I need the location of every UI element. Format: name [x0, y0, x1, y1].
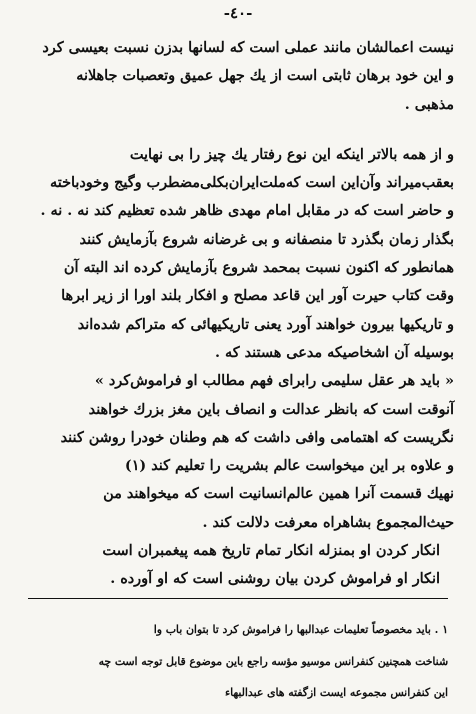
text-line: و این خود برهان ثابتی است از یك جهل عمیق وتعصبات جاهلانه [76, 67, 454, 85]
footnote-line: شناخت همچنین کنفرانس موسیو مؤسه راجع باین موضوع قابل توجه است چه [98, 654, 448, 668]
text-line: بوسیله آن اشخاصیکه مدعی هستند که . [215, 343, 454, 361]
text-line: انکار او فراموش کردن بیان روشنی است که او آورده . [110, 570, 440, 588]
main-text [22, 34, 454, 594]
text-line: و علاوه بر این میخواست عالم بشریت را تعلیم کند (۱) [124, 457, 454, 475]
footnote-divider [28, 598, 448, 599]
text-line: آنوقت است که بانظر عدالت و انصاف باین مغز بزرك خواهند [88, 400, 454, 418]
text-line: و تاریکیها بیرون خواهند آورد یعنی تاریکیهائی که متراکم شده‌اند [77, 315, 454, 333]
text-line: انکار کردن او بمنزله انکار تمام تاریخ همه پیغمبران است [102, 542, 440, 560]
text-line: بگذار زمان بگذرد تا منصفانه و بی غرضانه شروع بآزمایش کنند [79, 230, 454, 248]
paragraph-gap [22, 119, 454, 141]
text-line: و از همه بالاتر اینکه این نوع رفتار يك چیز را بی نهایت [129, 145, 454, 163]
footnote [28, 608, 448, 714]
text-line: حیث‌المجموع بشاهراه معرفت دلالت کند . [202, 513, 454, 531]
text-line: نیست اعمالشان مانند عملی است که لسانها بدزن نسبت بعیسی کرد [42, 39, 454, 56]
footnote-line: ۱ . باید مخصوصاً تعلیمات عبدالبها را فراموش کرد تا بتوان باب وا [153, 622, 448, 636]
quotation-line: « باید هر عقل سلیمی رابرای فهم مطالب او فراموش‌کرد » [94, 372, 454, 390]
text-line: بعقب‌میراند وآن‌این است که‌ملت‌ایران‌بکلی‌مضطرب وگیج وخودباخته [50, 174, 454, 192]
page-number: -٤٠- [223, 4, 253, 22]
text-line: وقت کتاب حیرت آور این قاعد مصلح و افکار بلند اورا از زیر ابرها [61, 287, 454, 305]
text-line: و حاضر است که در مقابل امام مهدی ظاهر شده تعظیم کند نه . نه . [40, 202, 454, 220]
text-line: مذهبی . [404, 95, 454, 113]
text-line: همانطور که اکنون نسبت بمحمد شروع بآزمایش کرده اند البته آن [63, 259, 454, 277]
text-line: نهیك قسمت آنرا همین عالم‌انسانیت است که میخواهند من [103, 485, 454, 503]
footnote-line: این کنفرانس مجموعه ایست ازگفته های عبدالبهاء [225, 686, 448, 700]
text-line: نگریست که اهتمامی وافی داشت که هم وطنان خودرا روشن کنند [60, 428, 454, 446]
